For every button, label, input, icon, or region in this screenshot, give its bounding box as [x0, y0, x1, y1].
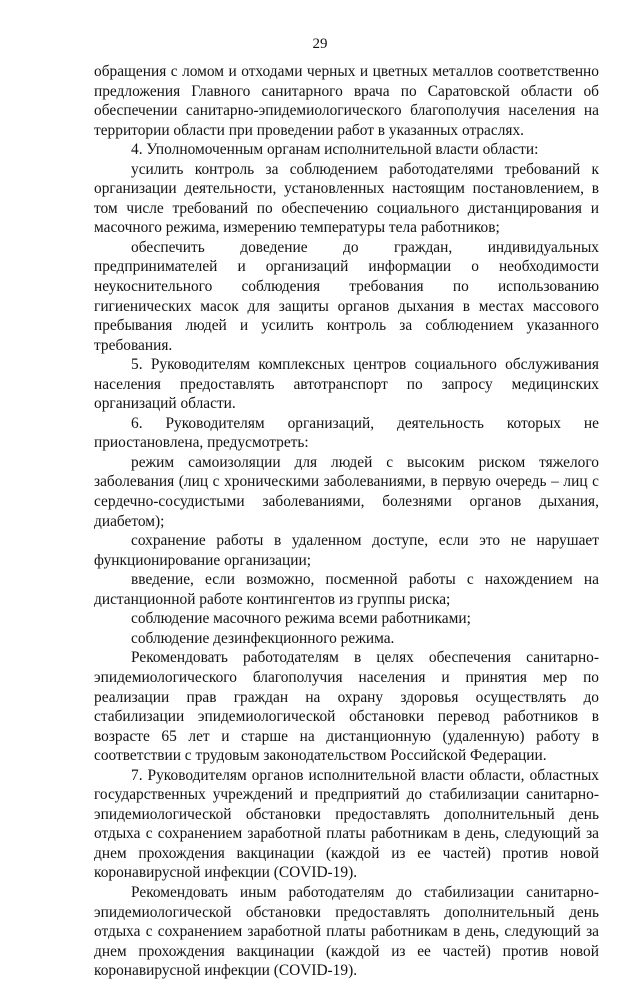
- paragraph-item-7: 7. Руководителям органов исполнительной власти области, областных государственных учреждений и предприятий до стабилизации санитарно-эпидемиологической обстановки предоставлять дополнительный день отдыха с сохранением заработной платы работникам в день, следующий за днем прохождения вакцинации (каждой из ее частей) против новой коронавирусной инфекции (COVID-19).: [94, 766, 599, 882]
- paragraph-remote-work: сохранение работы в удаленном доступе, если это не нарушает функционирование организации;: [94, 532, 599, 569]
- paragraph-inform: обеспечить доведение до граждан, индивидуальных предпринимателей и организаций информации о необходимости неукоснительного соблюдения требования по использованию гигиенических масок для защиты органов дыхания в местах массового пребывания людей и усилить контроль за соблюдением указанного требования.: [94, 238, 599, 354]
- page-number: 29: [312, 36, 328, 52]
- paragraph-item-6: 6. Руководителям организаций, деятельность которых не приостановлена, предусмотреть:: [94, 414, 599, 452]
- paragraph-shift-work: введение, если возможно, посменной работы с нахождением на дистанционной работе контингентов из группы риска;: [94, 571, 599, 608]
- paragraph-recommend-other-employers: Рекомендовать иным работодателям до стабилизации санитарно-эпидемиологической обстановки предоставлять дополнительный день отдыха с сохранением заработной платы работникам в день, следующий за днем прохождения вакцинации (каждой из ее частей) против новой коронавирусной инфекции (COVID-19).: [94, 883, 599, 980]
- paragraph-self-isolation: режим самоизоляции для людей с высоким риском тяжелого заболевания (лиц с хроническими заболеваниями, в первую очередь – лиц с сердечно-сосудистыми заболеваниями, болезнями органов дыхания, диабетом);: [94, 453, 599, 530]
- paragraph-recommend-employers: Рекомендовать работодателям в целях обеспечения санитарно-эпидемиологического благополучия населения и принятия мер по реализации прав граждан на охрану здоровья осуществлять до стабилизации эпидемиологической обстановки перевод работников в возрасте 65 лет и старше на дистанционную (удаленную) работу в соответствии с трудовым законодательством Российской Федерации.: [94, 649, 599, 765]
- paragraph-disinfection: соблюдение дезинфекционного режима.: [131, 629, 395, 647]
- document-body: [94, 62, 599, 981]
- paragraph-mask-regime: соблюдение масочного режима всеми работниками;: [131, 610, 471, 628]
- paragraph-item-5: 5. Руководителям комплексных центров социального обслуживания населения предоставлять автотранспорт по запросу медицинских организаций области.: [94, 356, 599, 413]
- paragraph-control: усилить контроль за соблюдением работодателями требований к организации деятельности, установленных настоящим постановлением, в том числе требований по обеспечению социального дистанцирования и масочного режима, измерению температуры тела работников;: [94, 160, 599, 237]
- paragraph-item-4: 4. Уполномоченным органам исполнительной власти области:: [131, 141, 539, 159]
- paragraph-continuation: обращения с ломом и отходами черных и цветных металлов соответственно предложения Главного санитарного врача по Саратовской области об обеспечении санитарно-эпидемиологического благополучия населения на территории области при проведении работ в указанных отраслях.: [94, 63, 599, 139]
